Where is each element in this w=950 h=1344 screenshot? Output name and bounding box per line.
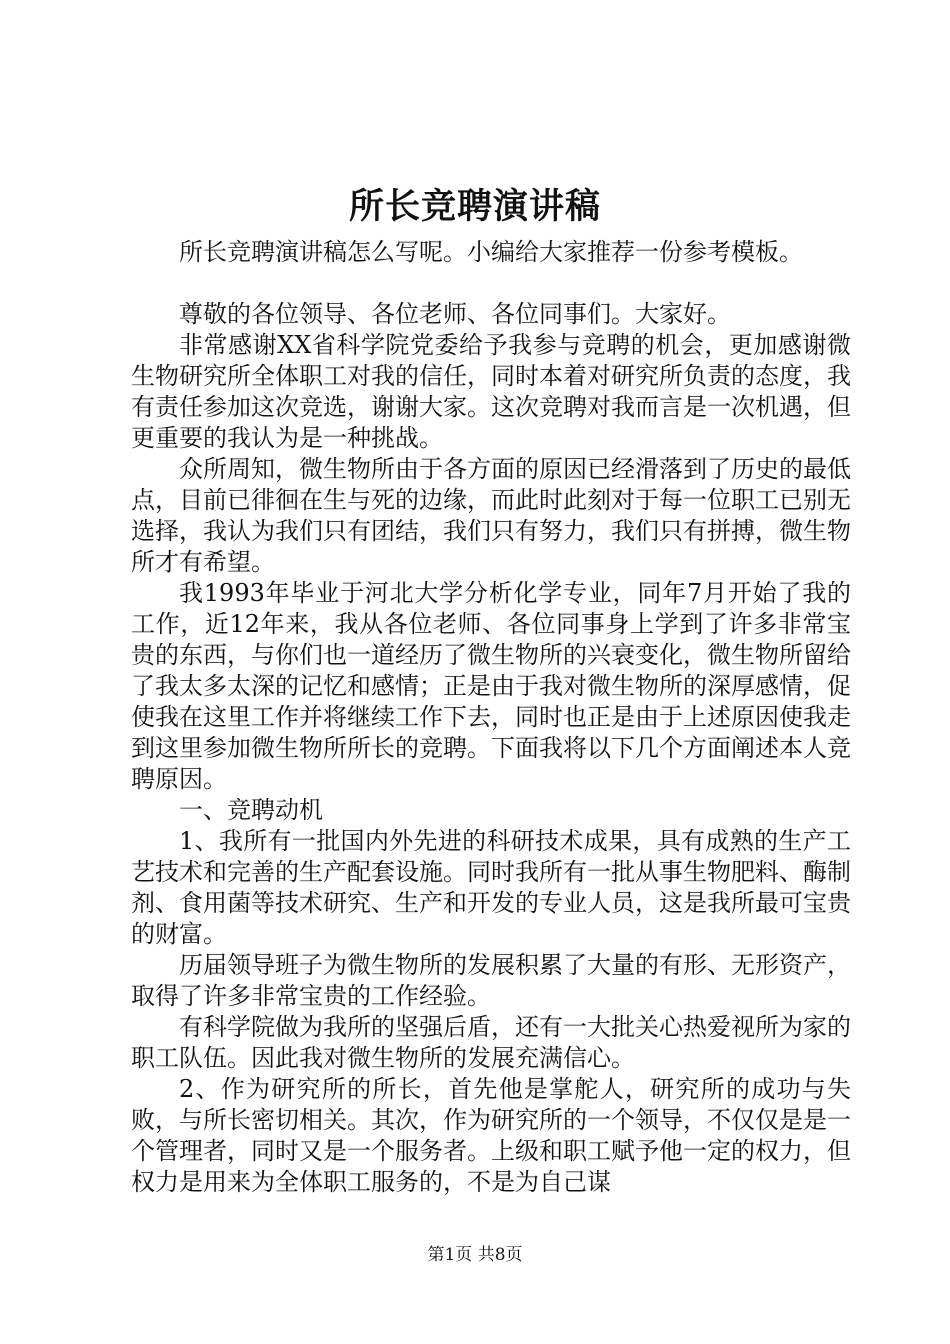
document-body	[131, 206, 851, 1198]
paragraph-point-1: 1、我所有一批国内外先进的科研技术成果，具有成熟的生产工艺技术和完善的生产配套设施。同时我所有一批从事生物肥料、酶制剂、食用菌等技术研究、生产和开发的专业人员，这是我所最可宝贵的财富。	[131, 827, 851, 948]
section-heading-motivation: 一、竞聘动机	[179, 796, 323, 824]
paragraph-thanks: 非常感谢XX省科学院党委给予我参与竞聘的机会，更加感谢微生物研究所全体职工对我的信任，同时本着对研究所负责的态度，我有责任参加这次竞选，谢谢大家。这次竞聘对我而言是一次机遇，但更重要的我认为是一种挑战。	[131, 331, 851, 452]
page-footer: 第1页 共8页	[427, 1245, 523, 1265]
paragraph-background: 我1993年毕业于河北大学分析化学专业，同年7月开始了我的工作，近12年来，我从各位老师、各位同事身上学到了许多非常宝贵的东西，与你们也一道经历了微生物所的兴衰变化，微生物所留给了我太多太深的记忆和感情；正是由于我对微生物所的深厚感情，促使我在这里工作并将继续工作下去，同时也正是由于上述原因使我走到这里参加微生物所所长的竞聘。下面我将以下几个方面阐述本人竞聘原因。	[131, 579, 851, 793]
paragraph-situation: 众所周知，微生物所由于各方面的原因已经滑落到了历史的最低点，目前已徘徊在生与死的边缘，而此时此刻对于每一位职工已别无选择，我认为我们只有团结，我们只有努力，我们只有拼搏，微生物所才有希望。	[131, 455, 851, 576]
intro-paragraph: 所长竞聘演讲稿怎么写呢。小编给大家推荐一份参考模板。	[179, 238, 803, 266]
page-title: 所长竞聘演讲稿	[348, 186, 601, 227]
paragraph-assets: 历届领导班子为微生物所的发展积累了大量的有形、无形资产，取得了许多非常宝贵的工作经验。	[131, 951, 851, 1010]
paragraph-point-2: 2、作为研究所的所长，首先他是掌舵人，研究所的成功与失败，与所长密切相关。其次，作为研究所的一个领导，不仅仅是是一个管理者，同时又是一个服务者。上级和职工赋予他一定的权力，但权力是用来为全体职工服务的，不是为自己谋	[131, 1075, 851, 1196]
paragraph-greeting: 尊敬的各位领导、各位老师、各位同事们。大家好。	[179, 300, 731, 328]
paragraph-support: 有科学院做为我所的坚强后盾，还有一大批关心热爱视所为家的职工队伍。因此我对微生物所的发展充满信心。	[131, 1013, 851, 1072]
